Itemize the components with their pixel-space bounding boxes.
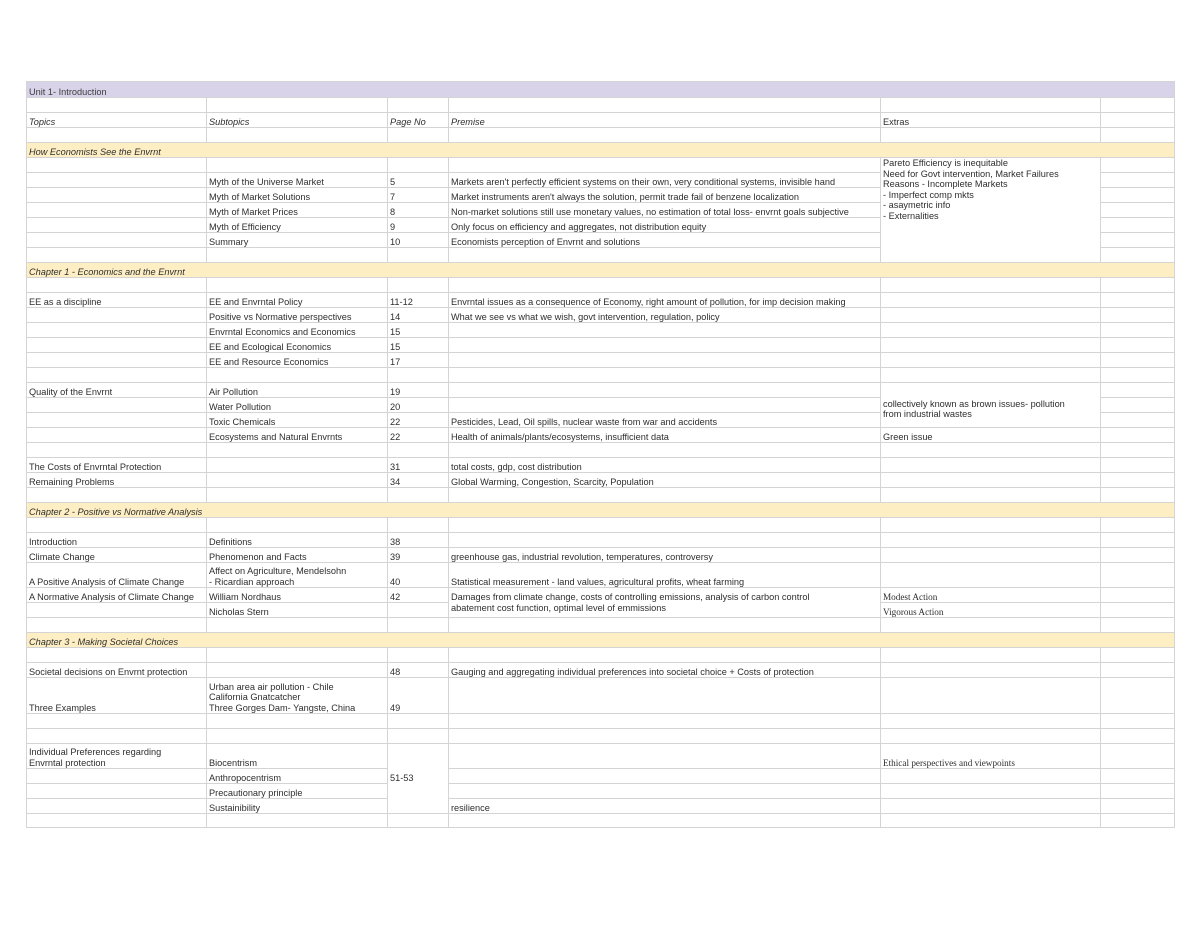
page-cell[interactable]: 40 [388, 563, 449, 588]
cell[interactable] [388, 618, 449, 633]
topic-cell[interactable] [27, 203, 207, 218]
premise-cell[interactable]: Market instruments aren't always the solution, permit trade fail of benzene localization [449, 188, 881, 203]
cell[interactable] [1101, 769, 1175, 784]
table-row [27, 548, 1175, 563]
cell[interactable] [27, 714, 207, 729]
page-cell[interactable]: 39 [388, 548, 449, 563]
cell[interactable] [1101, 308, 1175, 323]
cell[interactable] [449, 729, 881, 744]
topic-cell[interactable] [27, 308, 207, 323]
cell[interactable] [27, 618, 207, 633]
extras-cell[interactable]: Modest Action [881, 588, 1101, 603]
cell[interactable] [27, 814, 207, 828]
page-cell[interactable]: 34 [388, 473, 449, 488]
cell[interactable] [27, 443, 207, 458]
extras-cell[interactable] [881, 663, 1101, 678]
cell[interactable] [1101, 188, 1175, 203]
subtopic-cell[interactable]: Myth of Efficiency [207, 218, 388, 233]
page-cell[interactable]: 22 [388, 413, 449, 428]
cell[interactable] [1101, 678, 1175, 714]
page-cell[interactable]: 15 [388, 338, 449, 353]
subtopic-cell[interactable]: Affect on Agriculture, Mendelsohn - Ricardian approach [207, 563, 388, 588]
extras-cell[interactable]: Green issue [881, 428, 1101, 443]
cell[interactable] [207, 714, 388, 729]
topic-cell[interactable] [27, 353, 207, 368]
cell[interactable] [1101, 518, 1175, 533]
cell[interactable] [881, 98, 1101, 113]
cell[interactable] [1101, 814, 1175, 828]
subtopic-cell[interactable]: Sustainibility [207, 799, 388, 814]
cell[interactable] [1101, 458, 1175, 473]
header-extras[interactable]: Extras [881, 113, 1101, 128]
cell[interactable] [1101, 603, 1175, 618]
subtopic-cell[interactable]: Definitions [207, 533, 388, 548]
cell[interactable] [388, 443, 449, 458]
topic-cell[interactable]: A Positive Analysis of Climate Change [27, 563, 207, 588]
cell[interactable] [207, 98, 388, 113]
topic-cell[interactable]: Individual Preferences regarding Envrntal protection [27, 744, 207, 769]
premise-cell[interactable]: resilience [449, 799, 881, 814]
premise-cell[interactable]: total costs, gdp, cost distribution [449, 458, 881, 473]
extras-cell[interactable] [881, 533, 1101, 548]
table-row [27, 533, 1175, 548]
subtopic-cell[interactable]: Nicholas Stern [207, 603, 388, 618]
table-row [27, 769, 1175, 784]
table-row [27, 784, 1175, 799]
premise-cell[interactable] [449, 353, 881, 368]
cell[interactable] [881, 128, 1101, 143]
extras-cell[interactable]: Vigorous Action [881, 603, 1101, 618]
extras-cell[interactable] [881, 563, 1101, 588]
header-topics[interactable]: Topics [27, 113, 207, 128]
cell[interactable] [388, 158, 449, 173]
cell[interactable] [207, 648, 388, 663]
blank-row [27, 714, 1175, 729]
cell[interactable] [388, 814, 449, 828]
cell[interactable] [27, 98, 207, 113]
cell[interactable] [388, 518, 449, 533]
premise-cell[interactable]: Non-market solutions still use monetary values, no estimation of total loss- envrnt goals subjective [449, 203, 881, 218]
cell[interactable] [1101, 714, 1175, 729]
cell[interactable] [27, 128, 207, 143]
cell[interactable] [27, 368, 207, 383]
header-row [27, 113, 1175, 128]
extras-cell[interactable] [881, 458, 1101, 473]
extras-cell[interactable] [881, 308, 1101, 323]
cell[interactable] [1101, 548, 1175, 563]
cell[interactable] [1101, 233, 1175, 248]
extras-cell[interactable] [881, 548, 1101, 563]
cell[interactable] [388, 278, 449, 293]
table-row [27, 473, 1175, 488]
extras-cell[interactable] [881, 293, 1101, 308]
cell[interactable] [388, 98, 449, 113]
cell[interactable] [1101, 323, 1175, 338]
cell[interactable] [388, 368, 449, 383]
topic-cell[interactable]: Three Examples [27, 678, 207, 714]
cell[interactable] [1101, 618, 1175, 633]
section-heading-row [27, 503, 1175, 518]
cell[interactable] [1101, 218, 1175, 233]
premise-cell[interactable]: Markets aren't perfectly efficient systems on their own, very conditional systems, invisible hand [449, 173, 881, 188]
cell[interactable] [1101, 293, 1175, 308]
page-cell[interactable]: 8 [388, 203, 449, 218]
subtopic-cell[interactable]: Myth of the Universe Market [207, 173, 388, 188]
topic-cell[interactable]: Climate Change [27, 548, 207, 563]
header-page-no[interactable]: Page No [388, 113, 449, 128]
cell[interactable] [449, 98, 881, 113]
topic-cell[interactable] [27, 233, 207, 248]
cell[interactable] [449, 128, 881, 143]
cell[interactable] [1101, 588, 1175, 603]
cell[interactable] [1101, 799, 1175, 814]
cell[interactable] [207, 814, 388, 828]
section-heading[interactable]: Chapter 2 - Positive vs Normative Analysis [27, 503, 1175, 518]
cell[interactable] [207, 128, 388, 143]
subtopic-cell[interactable]: Anthropocentrism [207, 769, 388, 784]
premise-cell[interactable] [449, 769, 881, 784]
cell[interactable] [207, 368, 388, 383]
cell[interactable] [1101, 533, 1175, 548]
extras-cell[interactable] [881, 769, 1101, 784]
cell[interactable] [1101, 128, 1175, 143]
cell[interactable] [1101, 428, 1175, 443]
subtopic-cell[interactable]: EE and Ecological Economics [207, 338, 388, 353]
subtopic-cell[interactable]: Summary [207, 233, 388, 248]
subtopic-cell[interactable]: Ecosystems and Natural Envrnts [207, 428, 388, 443]
cell[interactable] [1101, 663, 1175, 678]
topic-cell[interactable]: EE as a discipline [27, 293, 207, 308]
blank-row [27, 729, 1175, 744]
section-heading[interactable]: How Economists See the Envrnt [27, 143, 1175, 158]
premise-cell[interactable]: Gauging and aggregating individual preferences into societal choice + Costs of protection [449, 663, 881, 678]
topic-cell[interactable] [27, 323, 207, 338]
blank-row [27, 98, 1175, 113]
premise-cell[interactable] [449, 744, 881, 769]
topic-cell[interactable] [27, 769, 207, 784]
cell[interactable] [1101, 488, 1175, 503]
topic-cell[interactable]: The Costs of Envrntal Protection [27, 458, 207, 473]
cell[interactable] [1101, 563, 1175, 588]
cell[interactable] [207, 278, 388, 293]
cell[interactable] [207, 158, 388, 173]
section-heading-row [27, 633, 1175, 648]
premise-cell[interactable]: Health of animals/plants/ecosystems, insufficient data [449, 428, 881, 443]
table-row [27, 353, 1175, 368]
table-row [27, 323, 1175, 338]
page-cell[interactable] [388, 603, 449, 618]
topic-cell[interactable]: Remaining Problems [27, 473, 207, 488]
cell[interactable] [388, 729, 449, 744]
topic-cell[interactable] [27, 428, 207, 443]
subtopic-cell[interactable]: Precautionary principle [207, 784, 388, 799]
blank-row [27, 814, 1175, 828]
cell[interactable] [1101, 784, 1175, 799]
cell[interactable] [1101, 473, 1175, 488]
page-cell[interactable]: 42 [388, 588, 449, 603]
cell[interactable] [388, 488, 449, 503]
spreadsheet-table [26, 81, 1175, 828]
cell[interactable] [27, 278, 207, 293]
cell[interactable] [1101, 648, 1175, 663]
cell[interactable] [449, 714, 881, 729]
table-row [27, 338, 1175, 353]
cell[interactable] [1101, 383, 1175, 398]
cell[interactable] [1101, 443, 1175, 458]
table-row [27, 588, 1175, 603]
table-row [27, 428, 1175, 443]
cell[interactable] [449, 518, 881, 533]
subtopic-cell[interactable]: Water Pollution [207, 398, 388, 413]
topic-cell[interactable]: Quality of the Envrnt [27, 383, 207, 398]
subtopic-cell[interactable]: Myth of Market Prices [207, 203, 388, 218]
premise-cell[interactable] [449, 338, 881, 353]
cell[interactable] [207, 248, 388, 263]
cell[interactable] [207, 518, 388, 533]
topic-cell[interactable]: Societal decisions on Envrnt protection [27, 663, 207, 678]
cell[interactable] [449, 443, 881, 458]
extras-cell[interactable] [881, 323, 1101, 338]
page-cell[interactable]: 14 [388, 308, 449, 323]
cell[interactable] [27, 488, 207, 503]
premise-cell[interactable] [449, 383, 881, 398]
page-cell[interactable]: 7 [388, 188, 449, 203]
topic-cell[interactable] [27, 338, 207, 353]
premise-cell[interactable]: greenhouse gas, industrial revolution, temperatures, controversy [449, 548, 881, 563]
cell[interactable] [388, 648, 449, 663]
subtopic-cell[interactable]: Positive vs Normative perspectives [207, 308, 388, 323]
premise-cell[interactable] [449, 533, 881, 548]
cell[interactable] [449, 368, 881, 383]
section-heading-row [27, 263, 1175, 278]
extras-cell[interactable] [881, 799, 1101, 814]
section-heading-row [27, 143, 1175, 158]
cell[interactable] [1101, 158, 1175, 173]
cell[interactable] [27, 729, 207, 744]
cell[interactable] [1101, 338, 1175, 353]
page-cell[interactable]: 17 [388, 353, 449, 368]
cell[interactable] [27, 158, 207, 173]
section-heading[interactable]: Chapter 1 - Economics and the Envrnt [27, 263, 1175, 278]
premise-cell[interactable]: Pesticides, Lead, Oil spills, nuclear waste from war and accidents [449, 413, 881, 428]
premise-cell[interactable] [449, 678, 881, 714]
cell[interactable] [27, 248, 207, 263]
topic-cell[interactable] [27, 784, 207, 799]
topic-cell[interactable] [27, 188, 207, 203]
subtopic-cell[interactable]: Myth of Market Solutions [207, 188, 388, 203]
cell[interactable] [1101, 744, 1175, 769]
topic-cell[interactable] [27, 398, 207, 413]
blank-row [27, 488, 1175, 503]
cell[interactable] [388, 128, 449, 143]
cell[interactable] [388, 714, 449, 729]
page-cell[interactable]: 15 [388, 323, 449, 338]
subtopic-cell[interactable] [207, 458, 388, 473]
cell[interactable] [881, 814, 1101, 828]
premise-cell[interactable]: Global Warming, Congestion, Scarcity, Population [449, 473, 881, 488]
subtopic-cell[interactable]: Urban area air pollution - Chile California Gnatcatcher Three Gorges Dam- Yangste, China [207, 678, 388, 714]
page-cell[interactable]: 38 [388, 533, 449, 548]
topic-cell[interactable] [27, 218, 207, 233]
cell[interactable] [881, 443, 1101, 458]
table-row [27, 744, 1175, 769]
cell[interactable] [449, 278, 881, 293]
cell[interactable] [27, 518, 207, 533]
cell[interactable] [1101, 173, 1175, 188]
cell[interactable] [1101, 113, 1175, 128]
page-cell[interactable]: 48 [388, 663, 449, 678]
cell[interactable] [881, 648, 1101, 663]
cell[interactable] [1101, 413, 1175, 428]
premise-cell[interactable] [449, 398, 881, 413]
page-cell[interactable]: 49 [388, 678, 449, 714]
cell[interactable] [207, 729, 388, 744]
extras-cell[interactable] [881, 353, 1101, 368]
extras-cell[interactable] [881, 678, 1101, 714]
blank-row [27, 518, 1175, 533]
header-subtopics[interactable]: Subtopics [207, 113, 388, 128]
cell[interactable] [449, 618, 881, 633]
table-row [27, 308, 1175, 323]
cell[interactable] [881, 618, 1101, 633]
cell[interactable] [207, 443, 388, 458]
cell[interactable] [1101, 203, 1175, 218]
cell[interactable] [1101, 398, 1175, 413]
cell[interactable] [449, 158, 881, 173]
cell[interactable] [1101, 729, 1175, 744]
premise-cell[interactable]: Statistical measurement - land values, agricultural profits, wheat farming [449, 563, 881, 588]
table-row [27, 799, 1175, 814]
extras-cell[interactable] [881, 784, 1101, 799]
cell[interactable] [881, 518, 1101, 533]
blank-row [27, 128, 1175, 143]
blank-row [27, 278, 1175, 293]
table-row [27, 158, 1175, 173]
cell[interactable] [1101, 248, 1175, 263]
table-row [27, 458, 1175, 473]
premise-cell[interactable]: Economists perception of Envrnt and solutions [449, 233, 881, 248]
page-cell[interactable]: 20 [388, 398, 449, 413]
cell[interactable] [449, 248, 881, 263]
cell[interactable] [27, 648, 207, 663]
premise-cell[interactable]: Only focus on efficiency and aggregates, not distribution equity [449, 218, 881, 233]
subtopic-cell[interactable]: EE and Envrntal Policy [207, 293, 388, 308]
page-cell[interactable]: 19 [388, 383, 449, 398]
sheet-title-row [27, 82, 1175, 98]
cell[interactable] [881, 729, 1101, 744]
topic-cell[interactable]: Introduction [27, 533, 207, 548]
premise-cell[interactable]: Envrntal issues as a consequence of Economy, right amount of pollution, for imp decision making [449, 293, 881, 308]
subtopic-cell[interactable]: Air Pollution [207, 383, 388, 398]
subtopic-cell[interactable]: Biocentrism [207, 744, 388, 769]
cell[interactable] [1101, 278, 1175, 293]
table-row [27, 663, 1175, 678]
blank-row [27, 618, 1175, 633]
topic-cell[interactable]: A Normative Analysis of Climate Change [27, 588, 207, 603]
cell[interactable] [207, 488, 388, 503]
cell[interactable] [881, 278, 1101, 293]
topic-cell[interactable] [27, 603, 207, 618]
subtopic-cell[interactable]: EE and Resource Economics [207, 353, 388, 368]
cell[interactable] [449, 814, 881, 828]
blank-row [27, 368, 1175, 383]
premise-cell[interactable]: What we see vs what we wish, govt intervention, regulation, policy [449, 308, 881, 323]
table-row [27, 678, 1175, 714]
table-row [27, 383, 1175, 398]
table-row [27, 293, 1175, 308]
cell[interactable] [449, 488, 881, 503]
cell[interactable] [388, 248, 449, 263]
page-cell[interactable]: 10 [388, 233, 449, 248]
extras-cell[interactable] [881, 473, 1101, 488]
cell[interactable] [1101, 98, 1175, 113]
extras-cell[interactable]: Ethical perspectives and viewpoints [881, 744, 1101, 769]
cell[interactable] [207, 618, 388, 633]
page-cell[interactable]: 5 [388, 173, 449, 188]
page-cell[interactable]: 51-53 [388, 744, 449, 814]
subtopic-cell[interactable]: Envrntal Economics and Economics [207, 323, 388, 338]
cell[interactable] [1101, 353, 1175, 368]
subtopic-cell[interactable]: Toxic Chemicals [207, 413, 388, 428]
premise-cell[interactable] [449, 784, 881, 799]
topic-cell[interactable] [27, 799, 207, 814]
page-cell[interactable]: 22 [388, 428, 449, 443]
subtopic-cell[interactable]: Phenomenon and Facts [207, 548, 388, 563]
page-cell[interactable]: 9 [388, 218, 449, 233]
subtopic-cell[interactable] [207, 663, 388, 678]
extras-cell[interactable] [881, 338, 1101, 353]
extras-note[interactable]: Pareto Efficiency is inequitable Need for Govt intervention, Market Failures Reasons - Incomplete Markets - Imperfect comp mkts - asaymetric info - Externalities [881, 158, 1101, 263]
topic-cell[interactable] [27, 413, 207, 428]
brown-issues-note[interactable]: collectively known as brown issues- pollution from industrial wastes [881, 383, 1101, 428]
page-cell[interactable]: 31 [388, 458, 449, 473]
cell[interactable] [1101, 368, 1175, 383]
table-row [27, 563, 1175, 588]
page-cell[interactable]: 11-12 [388, 293, 449, 308]
subtopic-cell[interactable]: William Nordhaus [207, 588, 388, 603]
cell[interactable] [881, 368, 1101, 383]
section-heading[interactable]: Chapter 3 - Making Societal Choices [27, 633, 1175, 648]
blank-row [27, 648, 1175, 663]
blank-row [27, 443, 1175, 458]
cell[interactable] [881, 714, 1101, 729]
damages-note[interactable]: Damages from climate change, costs of controlling emissions, analysis of carbon control abatement cost function, optimal level of emmissions [449, 588, 881, 618]
subtopic-cell[interactable] [207, 473, 388, 488]
cell[interactable] [881, 488, 1101, 503]
topic-cell[interactable] [27, 173, 207, 188]
sheet-title[interactable]: Unit 1- Introduction [27, 82, 1175, 98]
cell[interactable] [449, 648, 881, 663]
premise-cell[interactable] [449, 323, 881, 338]
header-premise[interactable]: Premise [449, 113, 881, 128]
